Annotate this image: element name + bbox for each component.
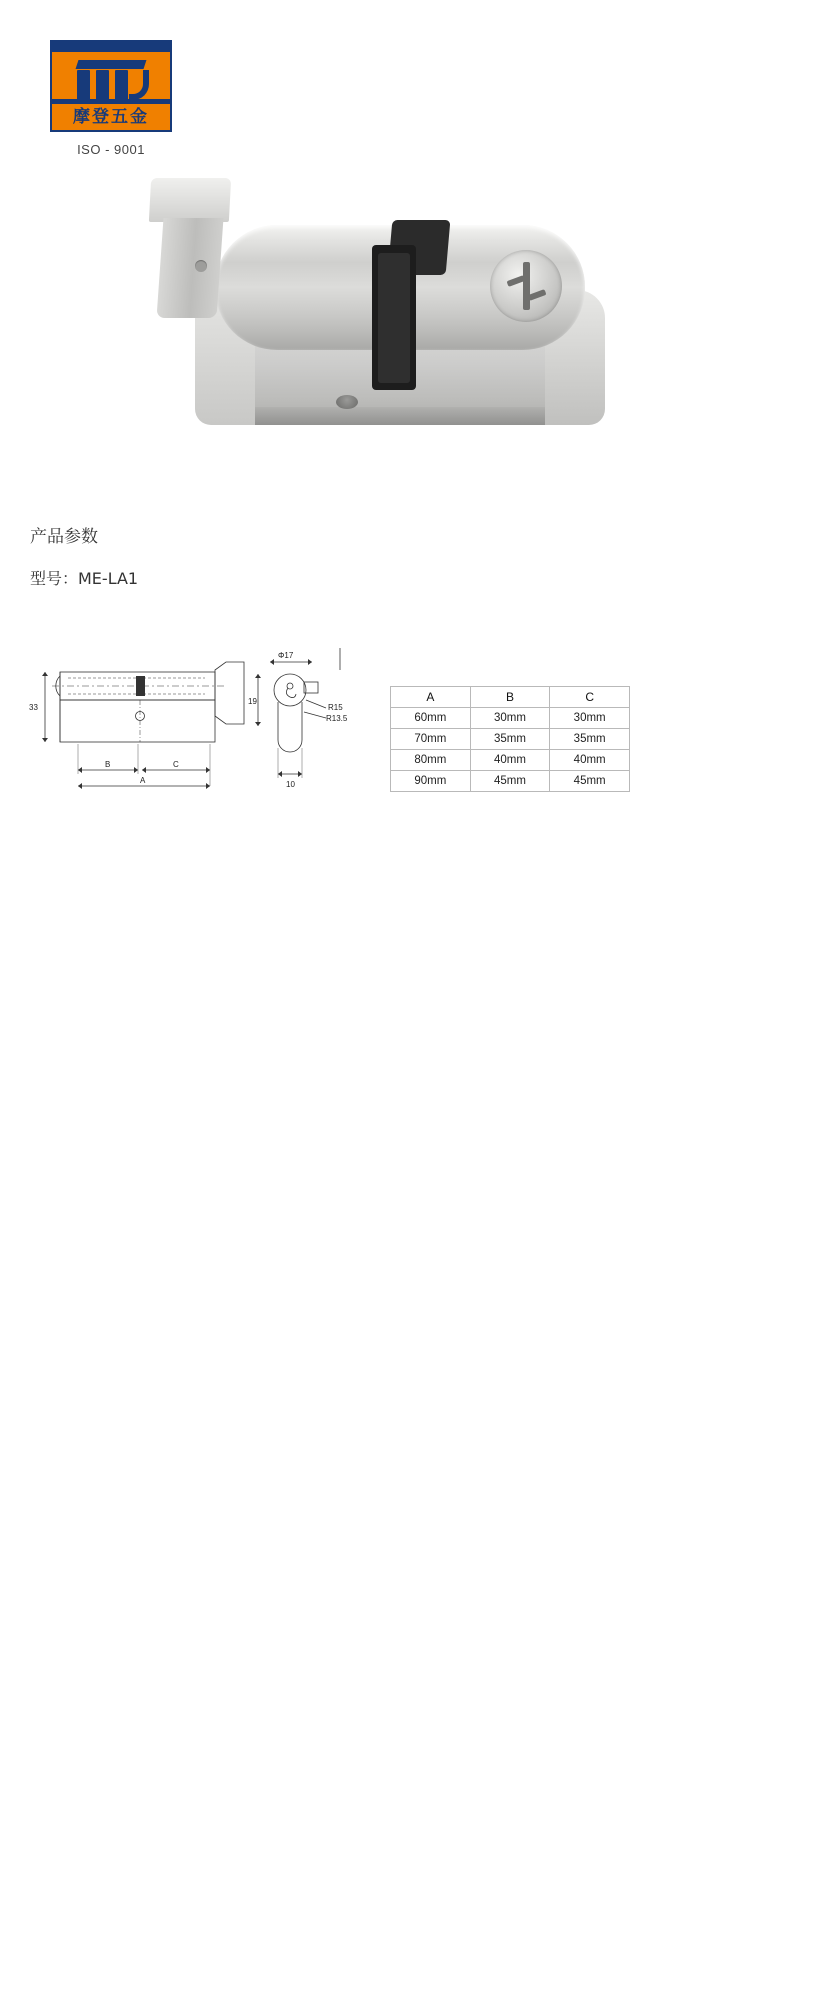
- technical-drawing: [20, 640, 380, 830]
- logo-brand-text: 摩登五金: [73, 107, 149, 127]
- cam-band: [372, 245, 416, 390]
- cell-b: 35mm: [470, 729, 550, 750]
- technical-drawing-svg: [20, 640, 380, 830]
- keyway-face: [490, 250, 562, 322]
- radius-r135-text: R13.5: [326, 714, 348, 723]
- dim-diameter-text: Φ17: [278, 651, 294, 660]
- brand-logo-block: [50, 40, 180, 157]
- cell-b: 45mm: [470, 771, 550, 792]
- dim-b-text: B: [105, 760, 111, 769]
- logo-mark-box: [50, 40, 172, 132]
- model-number-label: 型号：ME-LA1: [30, 569, 139, 588]
- cell-b: 40mm: [470, 750, 550, 771]
- col-header-a: A: [391, 687, 471, 708]
- table-row: [391, 708, 630, 729]
- dim-a-text: A: [140, 776, 146, 785]
- cell-a: 80mm: [391, 750, 471, 771]
- logo-top-band: [52, 42, 170, 52]
- table-row: [391, 729, 630, 750]
- section-title-parameters: 产品参数: [30, 527, 98, 547]
- spec-table-container: [390, 686, 630, 792]
- spec-table: [390, 686, 630, 792]
- cell-c: 45mm: [550, 771, 630, 792]
- dim-c-text: C: [173, 760, 179, 769]
- logo-glyph-icon: [75, 60, 147, 100]
- thumbturn-pin: [195, 260, 207, 272]
- cell-c: 30mm: [550, 708, 630, 729]
- table-row: [391, 750, 630, 771]
- cell-a: 90mm: [391, 771, 471, 792]
- dim-19-text: 19: [248, 697, 257, 706]
- dim-10-text: 10: [286, 780, 295, 789]
- set-screw-hole: [336, 395, 358, 409]
- thumbturn-knob: [140, 178, 235, 318]
- cell-b: 30mm: [470, 708, 550, 729]
- product-photo: [140, 170, 660, 480]
- cell-c: 35mm: [550, 729, 630, 750]
- cell-a: 60mm: [391, 708, 471, 729]
- iso-certification-label: ISO - 9001: [77, 142, 145, 157]
- table-header-row: [391, 687, 630, 708]
- dim-height-text: 33: [29, 703, 38, 712]
- col-header-c: C: [550, 687, 630, 708]
- table-row: [391, 771, 630, 792]
- col-header-b: B: [470, 687, 550, 708]
- cell-c: 40mm: [550, 750, 630, 771]
- radius-r15-text: R15: [328, 703, 343, 712]
- keyway-slot: [523, 262, 530, 310]
- cell-a: 70mm: [391, 729, 471, 750]
